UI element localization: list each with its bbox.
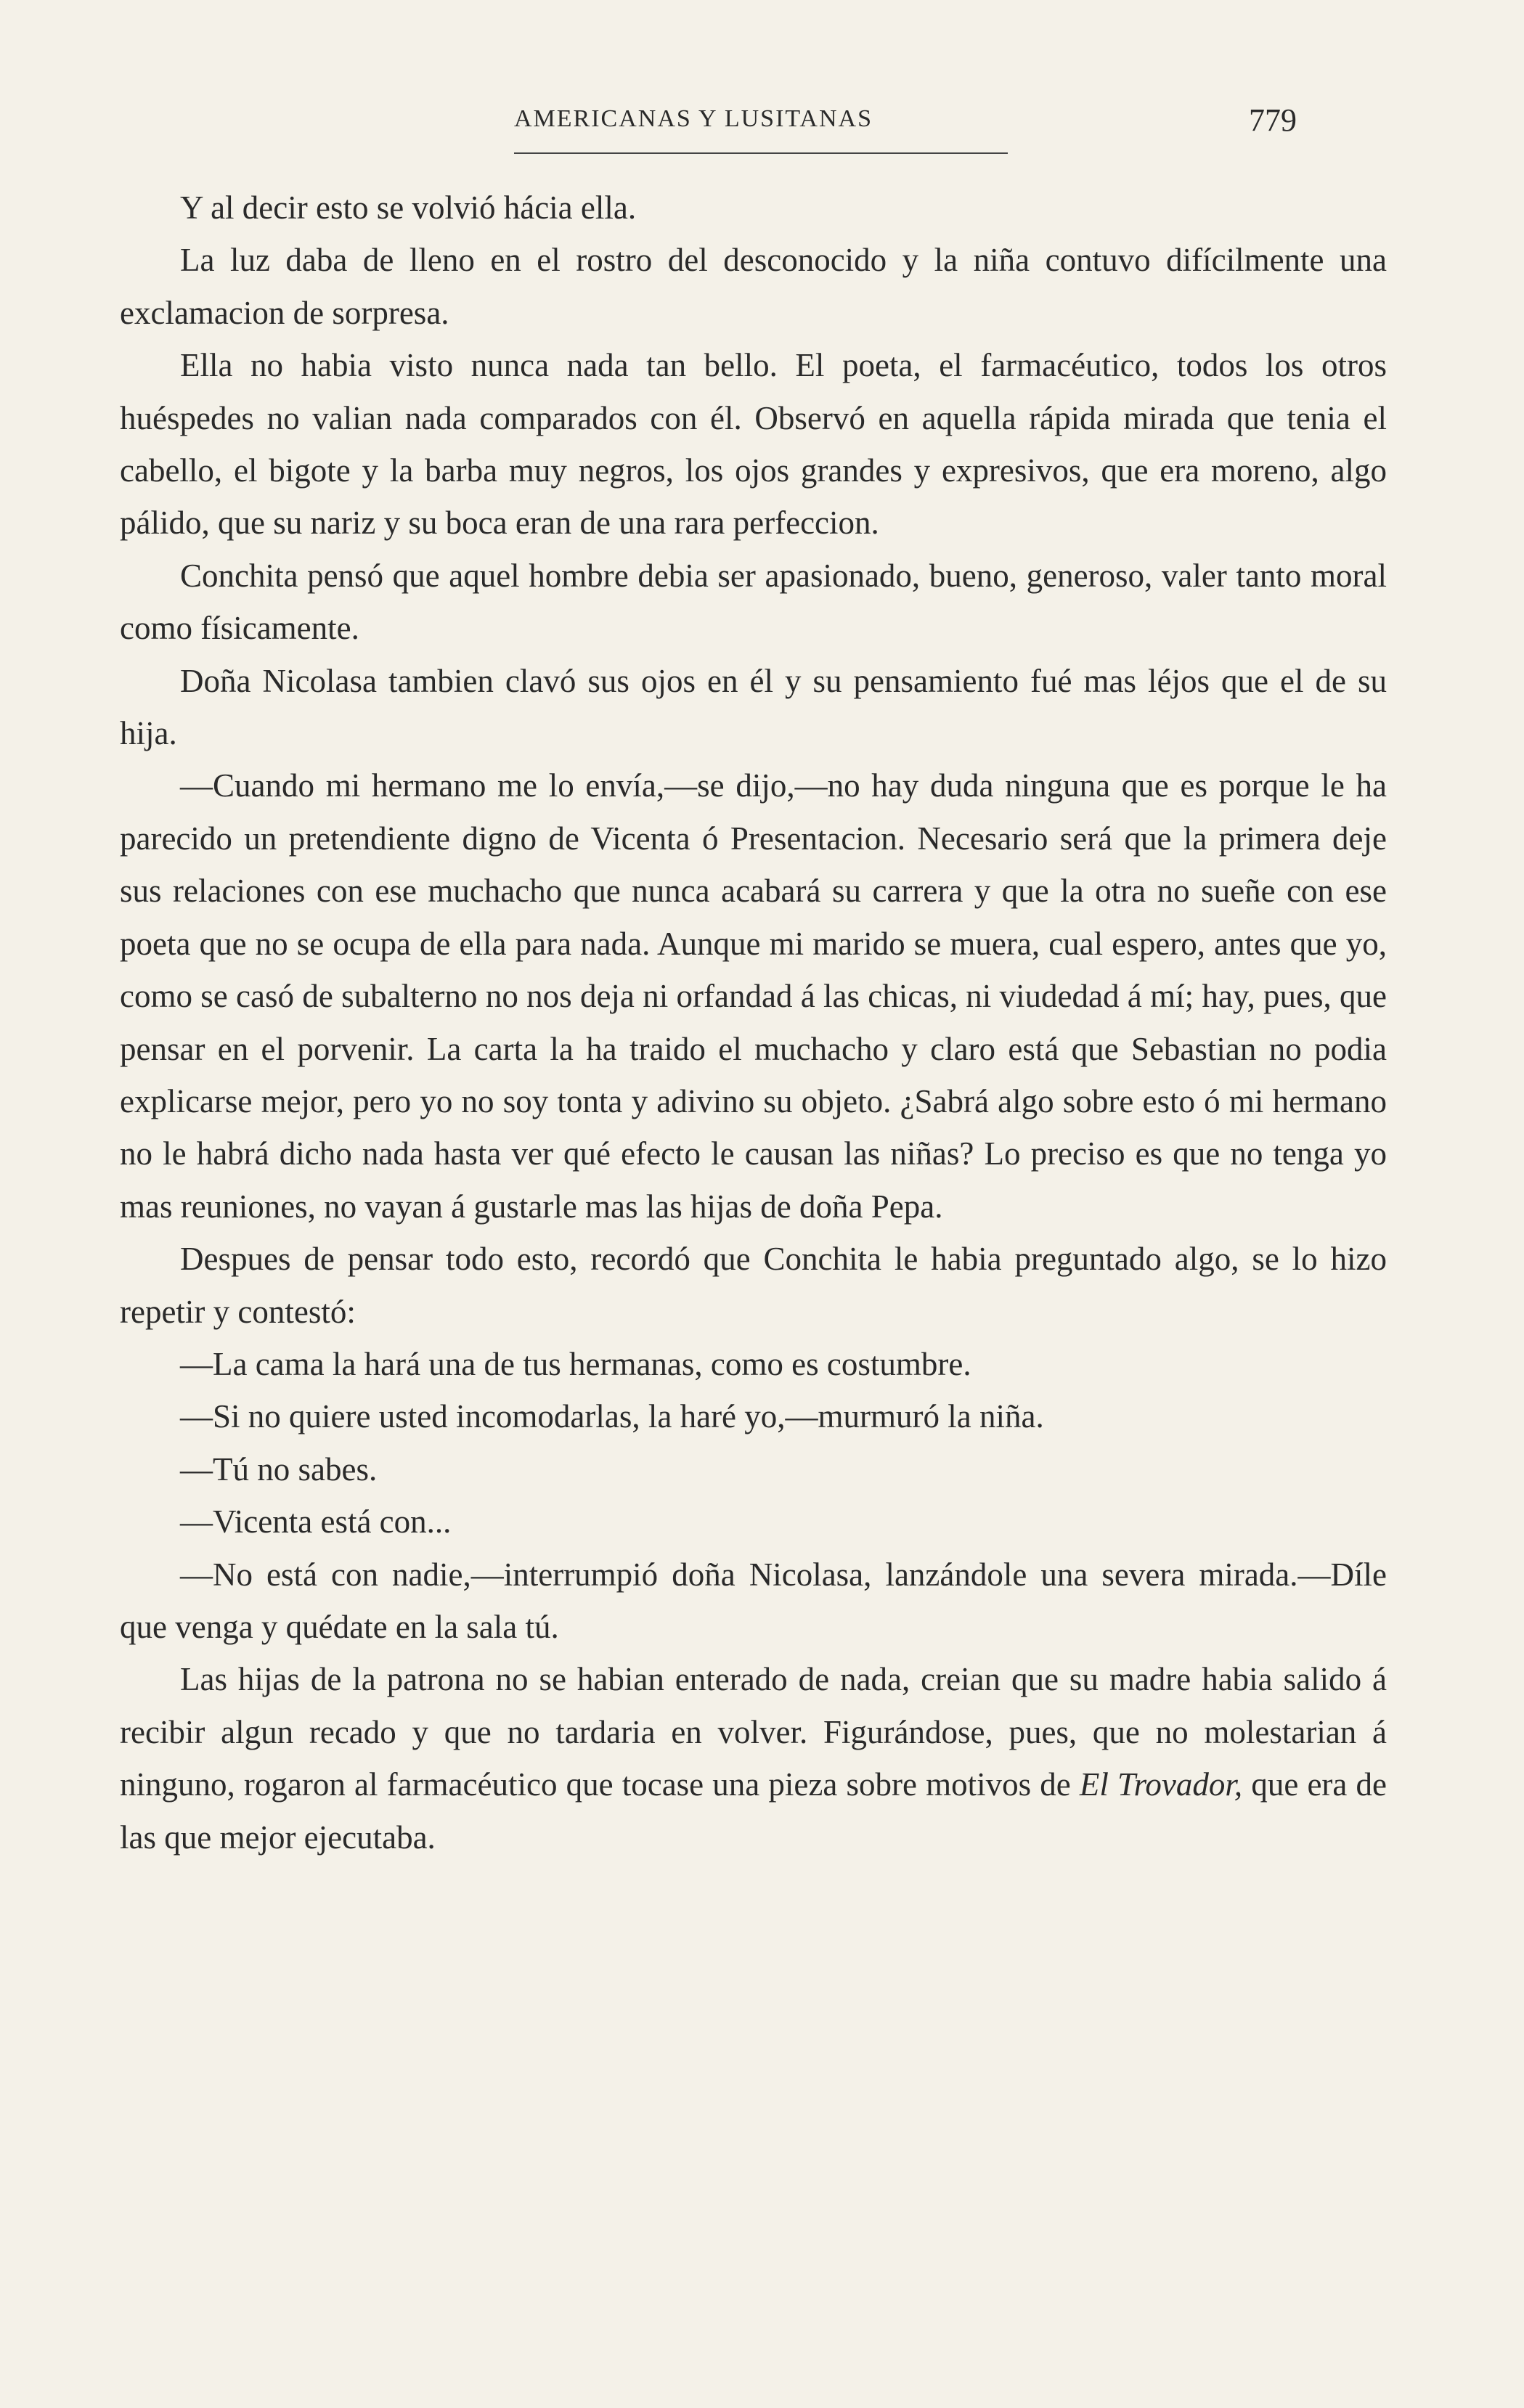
paragraph: Doña Nicolasa tambien clavó sus ojos en él y su pensamiento fué mas léjos que el de su hija. bbox=[120, 662, 1387, 752]
paragraph: La luz daba de lleno en el rostro del desconocido y la niña contuvo difícilmente una exclamacion de sorpresa. bbox=[120, 242, 1387, 331]
paragraph: —Tú no sabes. bbox=[180, 1450, 378, 1487]
header-rule bbox=[514, 152, 1008, 154]
paragraph-last bbox=[120, 1653, 1387, 1864]
paragraph: —Vicenta está con... bbox=[180, 1503, 452, 1540]
text-run: que era de las que mejor ejecutaba. bbox=[120, 1766, 1388, 1856]
text-run: Las hijas de la patrona no se habian enterado de nada, creian que su madre habia salido á recibir algun recado y que no tardaria en volver. Figurándose, pues, que no molestarian á ninguno, rogaron al farmacéutico que tocase una pieza sobre motivos de bbox=[120, 1661, 1387, 1803]
paragraph: —Cuando mi hermano me lo envía,—se dijo,—no hay duda ninguna que es porque le ha parecido un pretendiente digno de Vicenta ó Presentacion. Necesario será que la primera deje sus relaciones con ese muchacho que nunca acabará su carrera y que la otra no sueñe con ese poeta que no se ocupa de ella para nada. Aunque mi marido se muera, cual espero, antes que yo, como se casó de subalterno no nos deja ni orfandad á las chicas, ni viudedad á mí; hay, pues, que pensar en el porvenir. La carta la ha traido el muchacho y claro está que Sebastian no podia explicarse mejor, pero yo no soy tonta y adivino su objeto. ¿Sabrá algo sobre esto ó mi hermano no le habrá dicho nada hasta ver qué efecto le causan las niñas? Lo preciso es que no tenga yo mas reuniones, no vayan á gustarle mas las hijas de doña Pepa. bbox=[120, 767, 1387, 1225]
paragraph: Conchita pensó que aquel hombre debia ser apasionado, bueno, generoso, valer tanto moral como físicamente. bbox=[120, 557, 1387, 647]
page-header bbox=[514, 105, 1008, 156]
running-title: AMERICANAS Y LUSITANAS bbox=[514, 105, 873, 132]
paragraph: —No está con nadie,—interrumpió doña Nicolasa, lanzándole una severa mirada.—Díle que venga y quédate en la sala tú. bbox=[120, 1556, 1387, 1645]
paragraph: Despues de pensar todo esto, recordó que Conchita le habia preguntado algo, se lo hizo repetir y contestó: bbox=[120, 1241, 1387, 1330]
paragraph: Y al decir esto se volvió hácia ella. bbox=[180, 189, 637, 226]
paragraph: —Si no quiere usted incomodarlas, la haré yo,—murmuró la niña. bbox=[180, 1398, 1044, 1435]
page-number: 779 bbox=[1249, 102, 1297, 138]
body-text bbox=[120, 181, 1387, 1864]
work-title: El Trovador, bbox=[1079, 1766, 1243, 1803]
paragraph: Ella no habia visto nunca nada tan bello. El poeta, el farmacéutico, todos los otros huéspedes no valian nada comparados con él. Observó en aquella rápida mirada que tenia el cabello, el bigote y la barba muy negros, los ojos grandes y expresivos, que era moreno, algo pálido, que su nariz y su boca eran de una rara perfeccion. bbox=[120, 347, 1387, 542]
paragraph: —La cama la hará una de tus hermanas, como es costumbre. bbox=[180, 1345, 971, 1382]
